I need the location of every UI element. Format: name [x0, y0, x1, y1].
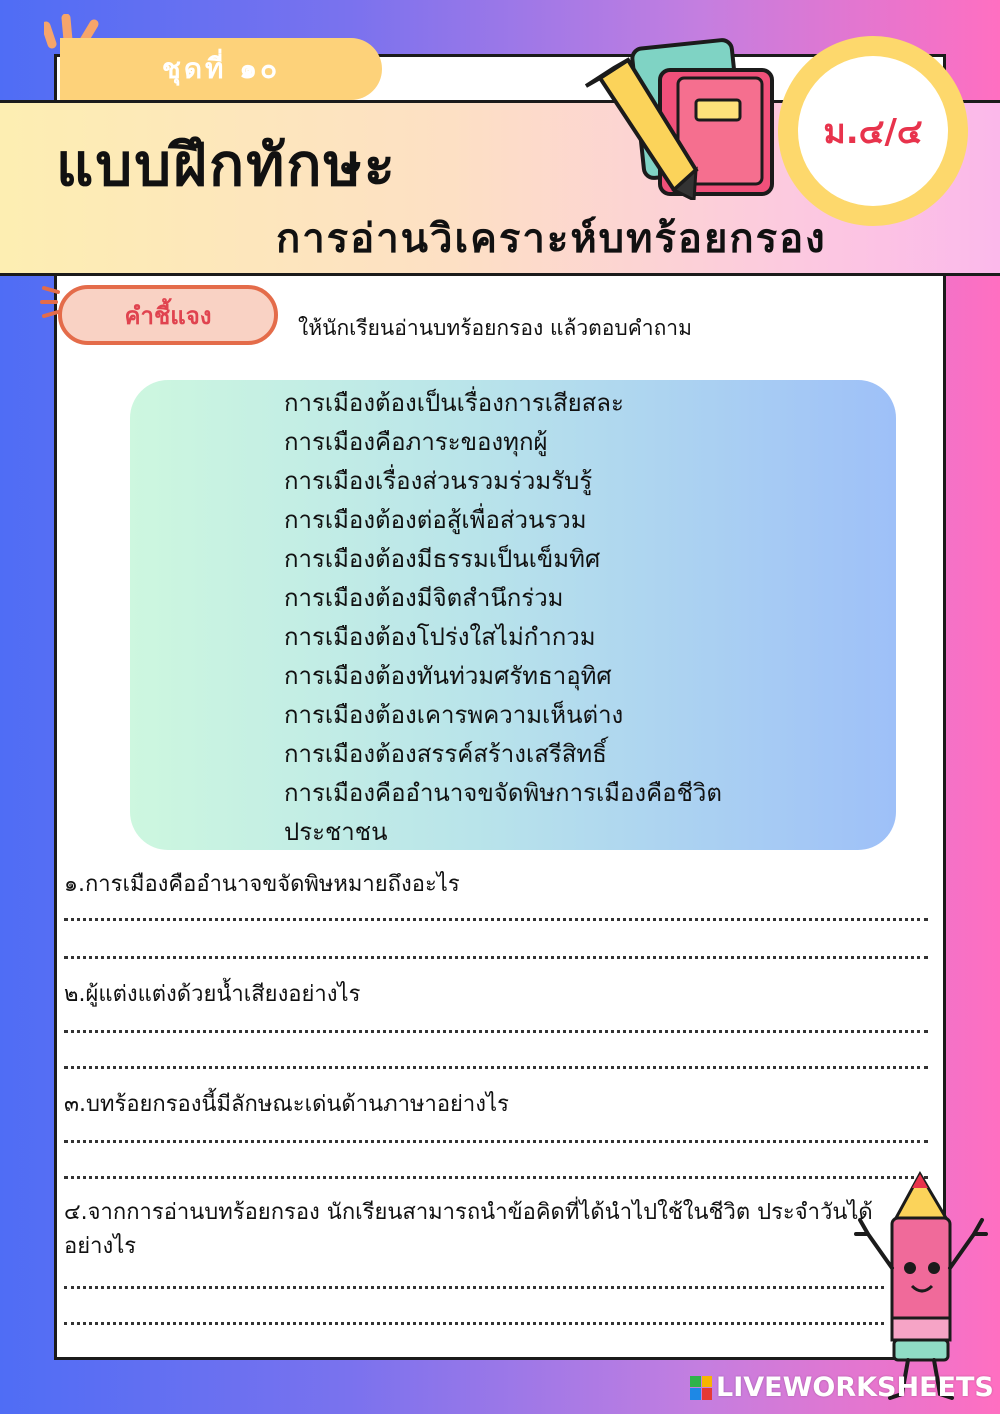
- worksheet-title: แบบฝึกทักษะ: [56, 131, 397, 199]
- liveworksheets-logo-icon: [690, 1376, 712, 1400]
- answer-line-1a[interactable]: [64, 918, 928, 921]
- liveworksheets-watermark: [690, 1372, 994, 1403]
- question-3: ๓.บทร้อยกรองนี้มีลักษณะเด่นด้านภาษาอย่างไร: [64, 1092, 509, 1117]
- poem-line: การเมืองคืออำนาจขจัดพิษการเมืองคือชีวิต: [284, 779, 722, 807]
- answer-line-3b[interactable]: [64, 1176, 928, 1179]
- question-2: ๒.ผู้แต่งแต่งด้วยน้ำเสียงอย่างไร: [64, 982, 361, 1007]
- poem-line: ประชาชน: [284, 818, 388, 846]
- grade-label: ม.๔/๔: [823, 112, 923, 152]
- answer-line-4b[interactable]: [64, 1322, 884, 1325]
- answer-line-2b[interactable]: [64, 1066, 928, 1069]
- set-number-label: ชุดที่ ๑๐: [161, 52, 281, 85]
- worksheet-subtitle: การอ่านวิเคราะห์บทร้อยกรอง: [276, 216, 827, 262]
- set-number-tag: [60, 38, 382, 100]
- instructions-label: คำชี้แจง: [124, 301, 212, 330]
- poem-line: การเมืองต้องเป็นเรื่องการเสียสละ: [284, 389, 624, 417]
- instructions-badge: [58, 285, 278, 345]
- answer-line-1b[interactable]: [64, 956, 928, 959]
- grade-badge-inner: [798, 56, 948, 206]
- answer-line-3a[interactable]: [64, 1140, 928, 1143]
- poem-line: การเมืองต้องโปร่งใสไม่กำกวม: [284, 623, 596, 651]
- books-and-pencil-icon: [578, 30, 778, 200]
- instructions-text: ให้นักเรียนอ่านบทร้อยกรอง แล้วตอบคำถาม: [298, 316, 692, 340]
- poem-line: การเมืองต้องมีจิตสำนึกร่วม: [284, 584, 564, 612]
- watermark-text: LIVEWORKSHEETS: [716, 1372, 994, 1403]
- poem-line: การเมืองต้องสรรค์สร้างเสรีสิทธิ์: [284, 740, 607, 768]
- poem-line: การเมืองต้องทันท่วมศรัทธาอุทิศ: [284, 662, 612, 690]
- poem-line: การเมืองต้องเคารพความเห็นต่าง: [284, 701, 624, 729]
- answer-line-2a[interactable]: [64, 1030, 928, 1033]
- poem-lines: [284, 384, 844, 852]
- poem-line: การเมืองต้องต่อสู้เพื่อส่วนรวม: [284, 506, 587, 534]
- question-1: ๑.การเมืองคืออำนาจขจัดพิษหมายถึงอะไร: [64, 872, 460, 897]
- poem-line: การเมืองคือภาระของทุกผู้: [284, 428, 548, 456]
- answer-line-4a[interactable]: [64, 1286, 884, 1289]
- poem-line: การเมืองต้องมีธรรมเป็นเข็มทิศ: [284, 545, 601, 573]
- question-4: ๔.จากการอ่านบทร้อยกรอง นักเรียนสามารถนำข้อคิดที่ได้นำไปใช้ในชีวิต ประจำวันได้อย่างไร: [64, 1200, 873, 1259]
- poem-line: การเมืองเรื่องส่วนรวมร่วมรับรู้: [284, 467, 593, 495]
- grade-badge: [778, 36, 968, 226]
